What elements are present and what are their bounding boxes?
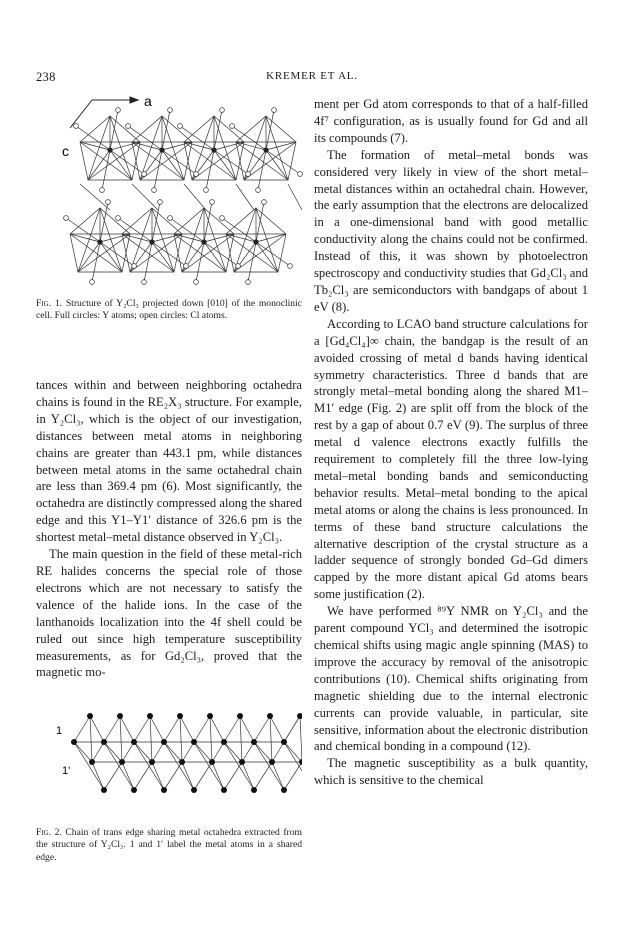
- cl-atom: [142, 280, 147, 285]
- cl-atom: [168, 216, 173, 221]
- metal-atom: [147, 713, 153, 719]
- metal-atom: [177, 713, 183, 719]
- axis-label-c: c: [62, 143, 69, 159]
- label-atom-1: 1: [56, 725, 63, 737]
- right-paragraph-1: ment per Gd atom corresponds to that of a half-filled 4f⁷ configuration, as is usually found for Gd and all its compounds (7).: [314, 97, 588, 145]
- metal-atom: [221, 787, 227, 793]
- a-axis-arrowhead: [130, 97, 138, 103]
- y-atom: [263, 147, 268, 152]
- axis-label-a: a: [144, 93, 152, 109]
- right-paragraph-3: According to LCAO band structure calculations for a [Gd₄Cl₄]∞ chain, the bandgap is the result of an avoided crossing of metal d bands having identical symmetry characteristics. Three d bands that are strongly metal–metal bonding along the shared M1–M1′ edge (Fig. 2) are split off from the block of the rest by a gap of about 0.7 eV (9). The surplus of three metal d valence electrons exactly fulfills the requirement to completely fill the three low-lying metal–metal bonding bands and semiconducting behavior results. Metal–metal bonding to the apical metal atoms or along the chains is less pronounced. In terms of these band structure calculations the alternative description of the crystal structure as a ladder sequence of strongly bonded Gd–Gd dimers capped by the more distant apical Gd atoms bears some justification (2).: [314, 316, 588, 602]
- cl-atom: [90, 280, 95, 285]
- metal-atom: [191, 739, 197, 745]
- cl-atom: [168, 108, 173, 113]
- cl-atom: [152, 188, 157, 193]
- label-atom-1-prime: 1': [62, 765, 71, 777]
- metal-atom: [87, 713, 93, 719]
- figure-1-caption-text: Structure of Y₂Cl₃ projected down [010] of the monoclinic cell. Full circles: Y atoms; open circles: Cl atoms.: [36, 298, 303, 322]
- metal-atom: [239, 759, 245, 765]
- metal-atom: [117, 713, 123, 719]
- figure-2-caption: [36, 827, 302, 864]
- cl-atom: [246, 172, 251, 177]
- figure-2-label: Fig. 2.: [36, 827, 62, 838]
- cl-atom: [116, 216, 121, 221]
- cl-atom: [204, 188, 209, 193]
- cl-atom: [220, 216, 225, 221]
- right-column: [314, 96, 588, 789]
- cl-atom: [194, 172, 199, 177]
- metal-atoms: [71, 713, 302, 793]
- metal-atom: [297, 713, 302, 719]
- cl-atom: [64, 216, 69, 221]
- left-paragraph-1: tances within and between neighboring octahedra chains is found in the RE₂X₃ structure. For example, in Y₂Cl₃, which is the object of our investigation, distances between metal atoms in neighboring chains are greater than 443.1 pm, while distances between metal atoms in the same octahedral chain are less than 369.4 pm (6). Most significantly, the octahedra are distinctly compressed along the shared edge and this Y1–Y1′ distance of 326.6 pm is the shortest metal–metal distance observed in Y₂Cl₃.: [36, 378, 302, 545]
- cl-atom: [194, 280, 199, 285]
- metal-atom: [209, 759, 215, 765]
- metal-atom: [161, 787, 167, 793]
- metal-atom: [251, 787, 257, 793]
- left-column: [36, 377, 302, 681]
- cl-atom: [210, 200, 215, 205]
- metal-atom: [299, 759, 302, 765]
- metal-atom: [101, 787, 107, 793]
- metal-atom: [191, 787, 197, 793]
- metal-atom: [131, 739, 137, 745]
- metal-atom: [281, 739, 287, 745]
- metal-atom: [149, 759, 155, 765]
- cl-atom: [230, 124, 235, 129]
- y-atom: [149, 239, 154, 244]
- figure-1-label: Fig. 1.: [36, 298, 63, 309]
- cl-atom: [142, 172, 147, 177]
- metal-atom: [119, 759, 125, 765]
- cl-atom: [272, 108, 277, 113]
- metal-atom: [251, 739, 257, 745]
- cl-atom: [262, 200, 267, 205]
- metal-atom: [71, 739, 77, 745]
- cl-atom: [74, 124, 79, 129]
- metal-atom: [221, 739, 227, 745]
- metal-atom: [207, 713, 213, 719]
- right-paragraph-4: We have performed ⁸⁹Y NMR on Y₂Cl₃ and the parent compound YCl₃ and determined the isotropic chemical shifts using magic angle spinning (MAS) to improve the accuracy by removal of the anisotropic contributions (10). Chemical shifts originating from magnetic shielding due to the internal electronic currents can provide valuable, in particular, site sensitive, information about the electronic distribution and chemical bonding in a compound (12).: [314, 604, 588, 754]
- y-atom: [97, 239, 102, 244]
- right-paragraph-5: The magnetic susceptibility as a bulk quantity, which is sensitive to the chemical: [314, 756, 588, 788]
- cl-atom: [220, 108, 225, 113]
- page-number: 238: [36, 70, 56, 84]
- right-paragraph-2: The formation of metal–metal bonds was considered very likely in view of the short metal–metal distances within an octahedral chain. However, the early assumption that the electrons are delocalized in a one-dimensional band with good metallic conductivity along the chains could not be confirmed. Instead of this, it was shown by photoelectron spectroscopy and conductivity studies that Gd₂Cl₃ and Tb₂Cl₃ are semiconductors with bandgaps of about 1 eV (8).: [314, 147, 588, 314]
- cl-atom: [236, 264, 241, 269]
- cl-atom: [184, 264, 189, 269]
- y-atom: [159, 147, 164, 152]
- figure-1-structure-diagram: [60, 92, 310, 288]
- c-axis-line: [70, 100, 92, 128]
- metal-atom: [269, 759, 275, 765]
- metal-atom: [237, 713, 243, 719]
- cl-atom: [106, 200, 111, 205]
- metal-atom: [281, 787, 287, 793]
- running-head: KREMER ET AL.: [266, 70, 358, 82]
- cl-atom: [178, 124, 183, 129]
- octahedra-chain-network: [66, 110, 302, 282]
- y-atom: [107, 147, 112, 152]
- cl-atom: [288, 264, 293, 269]
- cl-atom: [158, 200, 163, 205]
- cl-atom: [126, 124, 131, 129]
- metal-atom: [131, 787, 137, 793]
- octahedra-chain-bonds: [74, 716, 302, 790]
- y-atom: [253, 239, 258, 244]
- cl-atom: [298, 172, 303, 177]
- metal-atom: [179, 759, 185, 765]
- cl-atom: [132, 264, 137, 269]
- cl-atom: [246, 280, 251, 285]
- metal-atom: [161, 739, 167, 745]
- figure-2-caption-text: Chain of trans edge sharing metal octahedra extracted from the structure of Y₂Cl₃. 1 and 1′ label the metal atoms in a shared edge.: [36, 827, 302, 863]
- cl-atom: [100, 188, 105, 193]
- figure-2-chain-diagram: [52, 700, 302, 804]
- metal-atom: [267, 713, 273, 719]
- cl-atom: [116, 108, 121, 113]
- cl-atom: [256, 188, 261, 193]
- metal-atom: [101, 739, 107, 745]
- y-atom: [211, 147, 216, 152]
- left-paragraph-2: The main question in the field of these metal-rich RE halides concerns the special role of those electrons which are not necessary to satisfy the valence of the halide ions. In the case of the lanthanoids localization into the 4f shell could be ruled out since high temperature susceptibility measurements, as for Gd₂Cl₃, proved that the magnetic mo-: [36, 547, 302, 680]
- figure-1-caption: [36, 298, 302, 323]
- y-atom: [201, 239, 206, 244]
- metal-atom: [89, 759, 95, 765]
